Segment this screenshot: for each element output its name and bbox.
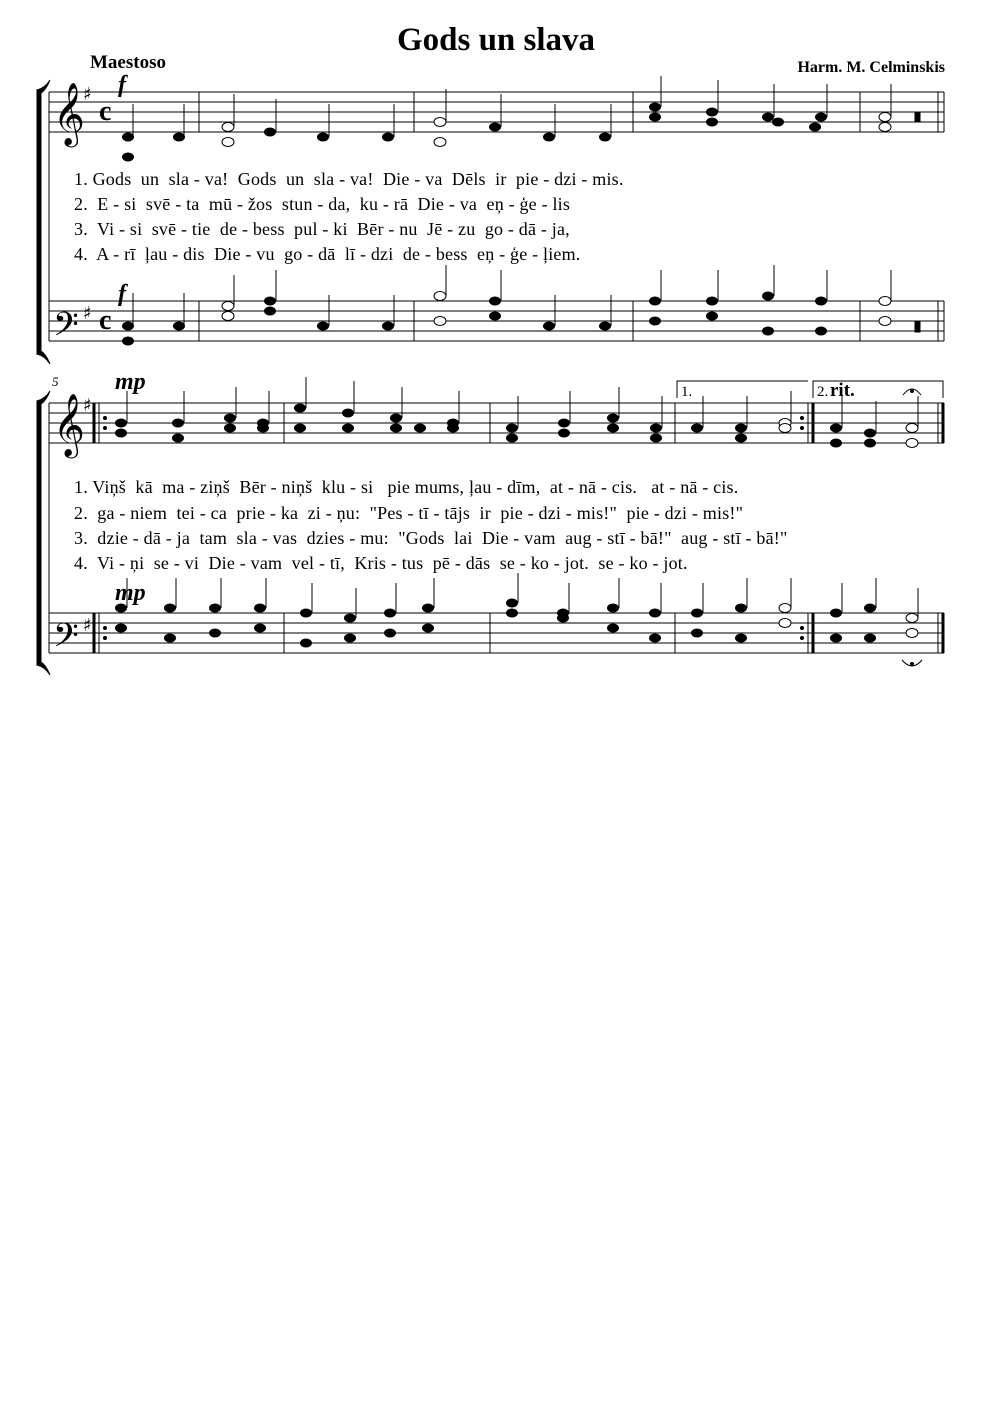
system2-verse-3: 3. dzie - dā - ja tam sla - vas dzies - mu: "Gods lai Die - vam aug - stī - bā!" aug - stī - bā!"	[74, 528, 788, 548]
dynamic-forte: f	[118, 281, 126, 307]
dynamic-mezzo-piano: mp	[115, 580, 146, 606]
dynamic-mezzo-piano: mp	[115, 369, 146, 395]
sharp-icon: ♯	[83, 615, 92, 636]
bass-clef-icon: 𝄢	[53, 617, 79, 663]
system1-bass-notes	[123, 265, 921, 345]
treble-clef-icon: 𝄞	[53, 393, 85, 456]
bass-clef-icon: 𝄢	[53, 306, 79, 352]
measure-number: 5	[52, 374, 59, 389]
treble-clef-icon: 𝄞	[53, 82, 85, 145]
system-brackets	[37, 80, 50, 675]
volta-brackets	[677, 381, 943, 398]
dynamic-forte: f	[118, 72, 126, 98]
system1-verse-1: 1. Gods un sla - va! Gods un sla - va! Die - va Dēls ir pie - dzi - mis.	[74, 169, 624, 189]
system2-bass-staff	[49, 613, 944, 653]
system2-verse-4: 4. Vi - ņi se - vi Die - vam vel - tī, Kris - tus pē - dās se - ko - jot. se - ko - jot.	[74, 553, 688, 573]
composer-credit: Harm. M. Celminskis	[797, 59, 945, 76]
sharp-icon: ♯	[83, 395, 92, 416]
system2-verse-1: 1. Viņš kā ma - ziņš Bēr - niņš klu - si pie mums, ļau - dīm, at - nā - cis. at - nā - cis.	[74, 477, 739, 497]
score-title: Gods un slava	[396, 22, 596, 58]
tempo-marking: Maestoso	[90, 52, 166, 73]
system2-verse-2: 2. ga - niem tei - ca prie - ka zi - ņu: "Pes - tī - tājs ir pie - dzi - mis!" pie - dzi - mis!"	[74, 503, 744, 523]
common-time-icon: c	[99, 96, 112, 127]
system1-verse-3: 3. Vi - si svē - tie de - bess pul - ki Bēr - nu Jē - zu go - dā - ja,	[74, 219, 570, 239]
ritardando-marking: rit.	[830, 380, 855, 401]
common-time-icon: c	[99, 305, 112, 336]
system1-verse-4: 4. A - rī ļau - dis Die - vu go - dā lī - dzi de - bess eņ - ģe - ļiem.	[74, 244, 581, 264]
system2-treble-notes	[116, 377, 919, 448]
sharp-icon: ♯	[83, 303, 92, 324]
system1-bass-staff	[49, 301, 944, 341]
sharp-icon: ♯	[83, 84, 92, 105]
system1-barlines	[199, 92, 944, 341]
system1-verse-2: 2. E - si svē - ta mū - žos stun - da, ku - rā Die - va eņ - ģe - lis	[74, 194, 571, 214]
system1-treble-notes	[123, 76, 921, 161]
volta-1-label: 1.	[681, 384, 693, 400]
volta-2-label: 2.	[817, 384, 829, 400]
